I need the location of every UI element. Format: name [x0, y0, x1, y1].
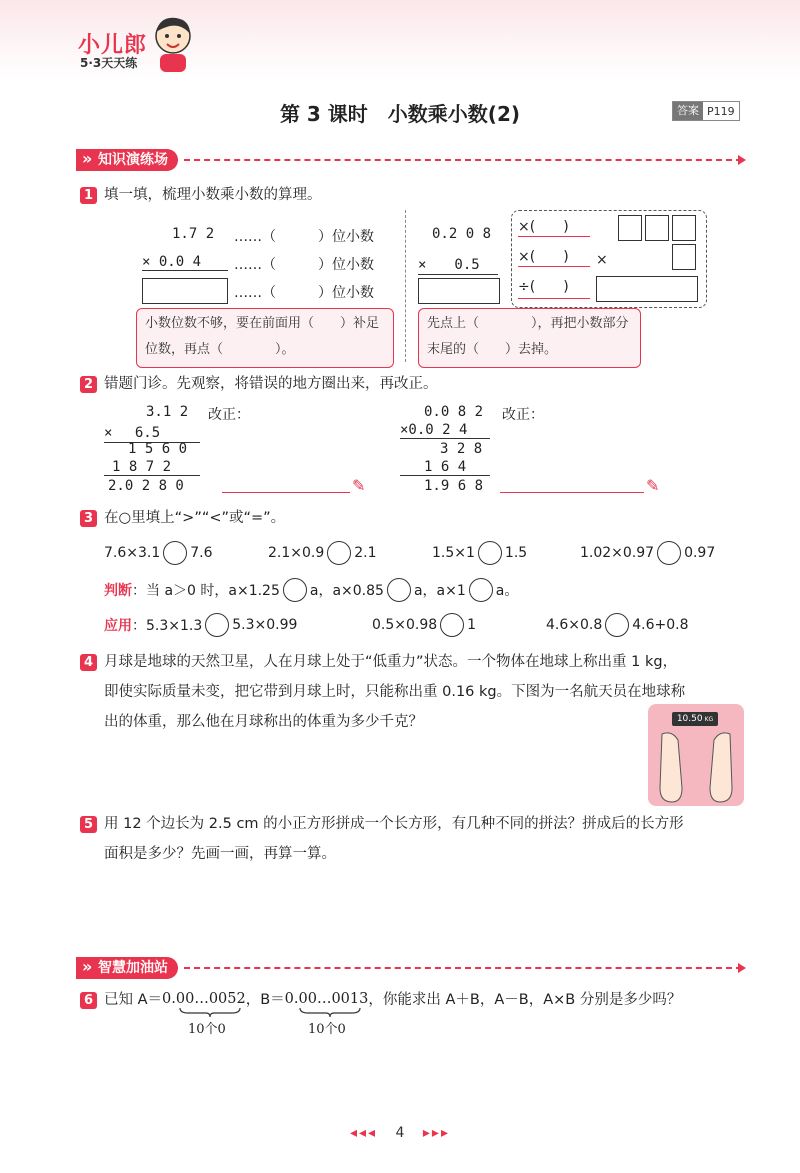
- q3-compare-circle[interactable]: [605, 613, 629, 637]
- q3-compare-circle[interactable]: [283, 578, 307, 602]
- page-number: 4: [395, 1125, 405, 1141]
- q3-expr: 2.1×0.9: [268, 545, 325, 561]
- feet-icon: [648, 728, 744, 806]
- q1-dots-2: ……（ ）位小数: [234, 257, 374, 273]
- prev-arrows-icon: ◂◂◂: [349, 1125, 378, 1141]
- pencil-icon: ✎: [352, 476, 366, 495]
- answer-badge[interactable]: [672, 101, 740, 121]
- q1-right-multiplicand: 0.2 0 8: [432, 226, 492, 242]
- q3-expr: 7.6: [190, 545, 213, 561]
- scale-unit: KG: [704, 716, 714, 723]
- q3-compare-circle[interactable]: [163, 541, 187, 565]
- q1-divider: [405, 210, 406, 362]
- q3-judge-part: a。: [495, 583, 519, 599]
- q3-compare-circle[interactable]: [478, 541, 502, 565]
- q3-expr: 0.5×0.98: [372, 617, 438, 633]
- q6-a-value: 0.00…0052: [162, 990, 246, 1007]
- section-divider: [184, 967, 742, 969]
- q3-apply-label: 应用: [104, 618, 132, 634]
- logo-subtitle: 5·3天天练: [80, 56, 138, 70]
- q4-line-3: 出的体重，那么他在月球称出的体重为多少千克？: [104, 714, 423, 730]
- q1-digit-box-4[interactable]: [672, 244, 696, 270]
- q6-mid: ，B＝: [245, 992, 285, 1008]
- q2-left-fix-label: 改正：: [208, 407, 250, 423]
- q2-left-line-5: 2.0 2 8 0: [108, 478, 184, 494]
- brace-icon: [298, 1006, 362, 1018]
- q2-left-line-4: 1 8 7 2: [104, 459, 200, 476]
- answer-page: P119: [707, 104, 735, 118]
- section-practice-title: » 知识演练场: [76, 149, 178, 171]
- q2-right-answer-line[interactable]: [500, 492, 644, 493]
- q3-judge-part: ：当 a＞0 时，a×1.25: [132, 583, 280, 599]
- q3-expr: 1.5: [504, 545, 528, 561]
- pencil-icon: ✎: [646, 476, 660, 495]
- q3-row-1-item-4: [580, 541, 715, 565]
- section-wisdom-header: [76, 957, 742, 979]
- q3-expr: ：5.3×1.3: [132, 618, 203, 634]
- q3-compare-circle[interactable]: [327, 541, 351, 565]
- q1-multiplier: × 0.0 4: [142, 254, 228, 271]
- q1-note-right: 先点上（ ），再把小数部分末尾的（ ）去掉。: [418, 308, 641, 368]
- question-number-3: 3: [80, 510, 97, 527]
- question-number-1: 1: [80, 187, 97, 204]
- q2-left-answer-line[interactable]: [222, 492, 350, 493]
- q4-line-1: 月球是地球的天然卫星，人在月球上处于“低重力”状态。一个物体在地球上称出重 1 kg，: [104, 654, 678, 670]
- q2-text: 错题门诊。先观察，将错误的地方圈出来，再改正。: [104, 376, 438, 392]
- q3-compare-circle[interactable]: [440, 613, 464, 637]
- q3-compare-circle[interactable]: [387, 578, 411, 602]
- q1-right-multiplier: × 0.5: [418, 254, 498, 275]
- section-practice-header: [76, 149, 742, 171]
- answer-label: 答案: [673, 102, 703, 120]
- q1-note-left: 小数位数不够，要在前面用（ ）补足位数，再点（ ）。: [136, 308, 394, 368]
- q3-compare-circle[interactable]: [657, 541, 681, 565]
- scale-image: [648, 704, 744, 806]
- brace-icon: [178, 1006, 242, 1018]
- section-divider: [184, 159, 742, 161]
- q3-expr: 7.6×3.1: [104, 545, 161, 561]
- q3-text: 在○里填上“>”“<”或“=”。: [104, 510, 286, 526]
- question-number-4: 4: [80, 654, 97, 671]
- q3-judge-row: [104, 578, 518, 602]
- q1-right-product-box[interactable]: [418, 278, 500, 304]
- q6-zeros-b: 10个0: [308, 1022, 346, 1037]
- q3-compare-circle[interactable]: [469, 578, 493, 602]
- q5-line-1: 用 12 个边长为 2.5 cm 的小正方形拼成一个长方形，有几种不同的拼法？拼成后的长方形: [104, 816, 684, 832]
- q3-row-1-item-3: [432, 541, 527, 565]
- q3-expr: 1.5×1: [432, 545, 475, 561]
- q1-digit-box-1[interactable]: [618, 215, 642, 241]
- q1-dots-1: ……（ ）位小数: [234, 229, 374, 245]
- q3-expr: 4.6×0.8: [546, 617, 603, 633]
- q5-line-2: 面积是多少？先画一画，再算一算。: [104, 846, 336, 862]
- q3-expr: 2.1: [354, 545, 377, 561]
- q2-right-fix-label: 改正：: [502, 407, 544, 423]
- section-wisdom-title: » 智慧加油站: [76, 957, 178, 979]
- question-number-2: 2: [80, 376, 97, 393]
- q3-apply-row-item-1: [104, 613, 297, 637]
- q3-expr: 1.02×0.97: [580, 545, 655, 561]
- question-number-6: 6: [80, 992, 97, 1009]
- q3-row-1-item-2: [268, 541, 377, 565]
- q2-left-line-3: 1 5 6 0: [128, 441, 188, 457]
- logo-title: 小儿郎: [78, 33, 148, 58]
- q3-expr: 4.6+0.8: [632, 617, 689, 633]
- q6-b-value: 0.00…0013: [284, 990, 369, 1007]
- q2-left-line-1: 3.1 2: [146, 404, 189, 420]
- scale-reading: 10.50: [676, 714, 703, 724]
- q1-text: 填一填，梳理小数乘小数的算理。: [104, 187, 322, 203]
- q3-expr: 0.97: [684, 545, 716, 561]
- q1-op-4: ×: [596, 252, 608, 268]
- q3-expr: 5.3×0.99: [232, 617, 298, 633]
- q3-expr: 1: [467, 617, 477, 633]
- q2-right-line-4: 1 6 4: [400, 459, 490, 476]
- q6-zeros-a: 10个0: [188, 1022, 226, 1037]
- q3-row-1-item-1: [104, 541, 213, 565]
- q2-right-line-2: ×0.0 2 4: [400, 422, 490, 439]
- mascot-icon: [150, 14, 196, 74]
- q3-apply-row-item-2: [372, 613, 476, 637]
- q1-op-1: ×( ): [518, 219, 569, 235]
- q5-text: [104, 809, 764, 869]
- q2-right-line-3: 3 2 8: [440, 441, 483, 457]
- arrow-right-icon: [518, 236, 590, 237]
- q3-judge-part: a，a×1: [413, 583, 466, 599]
- q1-op-3: ÷( ): [518, 279, 569, 295]
- q1-digit-box-3[interactable]: [672, 215, 696, 241]
- q1-product-box[interactable]: [142, 278, 228, 304]
- q6-pre: 已知 A＝: [104, 992, 163, 1008]
- arrow-right-icon: [518, 266, 590, 267]
- q3-judge-part: a，a×0.85: [309, 583, 384, 599]
- q6-post: ，你能求出 A＋B，A－B，A×B 分别是多少吗？: [368, 992, 682, 1008]
- q1-result-box[interactable]: [596, 276, 698, 302]
- q1-dots-3: ……（ ）位小数: [234, 285, 374, 301]
- q1-digit-box-2[interactable]: [645, 215, 669, 241]
- q1-op-2: ×( ): [518, 249, 569, 265]
- footer: [0, 1125, 800, 1141]
- q3-judge-label: 判断: [104, 583, 132, 599]
- scale-display: [672, 712, 718, 726]
- page-title: 第 3 课时 小数乘小数(2): [279, 102, 521, 126]
- q3-apply-row-item-3: [546, 613, 689, 637]
- q2-right-line-5: 1.9 6 8: [424, 478, 484, 494]
- q2-left-line-2: × 6.5: [104, 422, 200, 443]
- q2-right-line-1: 0.0 8 2: [424, 404, 484, 420]
- q1-multiplicand: 1.7 2: [172, 226, 215, 242]
- next-arrows-icon: ▸▸▸: [422, 1125, 450, 1141]
- q3-compare-circle[interactable]: [205, 613, 229, 637]
- arrow-left-icon: [518, 298, 590, 299]
- q4-line-2: 即使实际质量未变，把它带到月球上时，只能称出重 0.16 kg。下图为一名航天员在地球称: [104, 684, 686, 700]
- question-number-5: 5: [80, 816, 97, 833]
